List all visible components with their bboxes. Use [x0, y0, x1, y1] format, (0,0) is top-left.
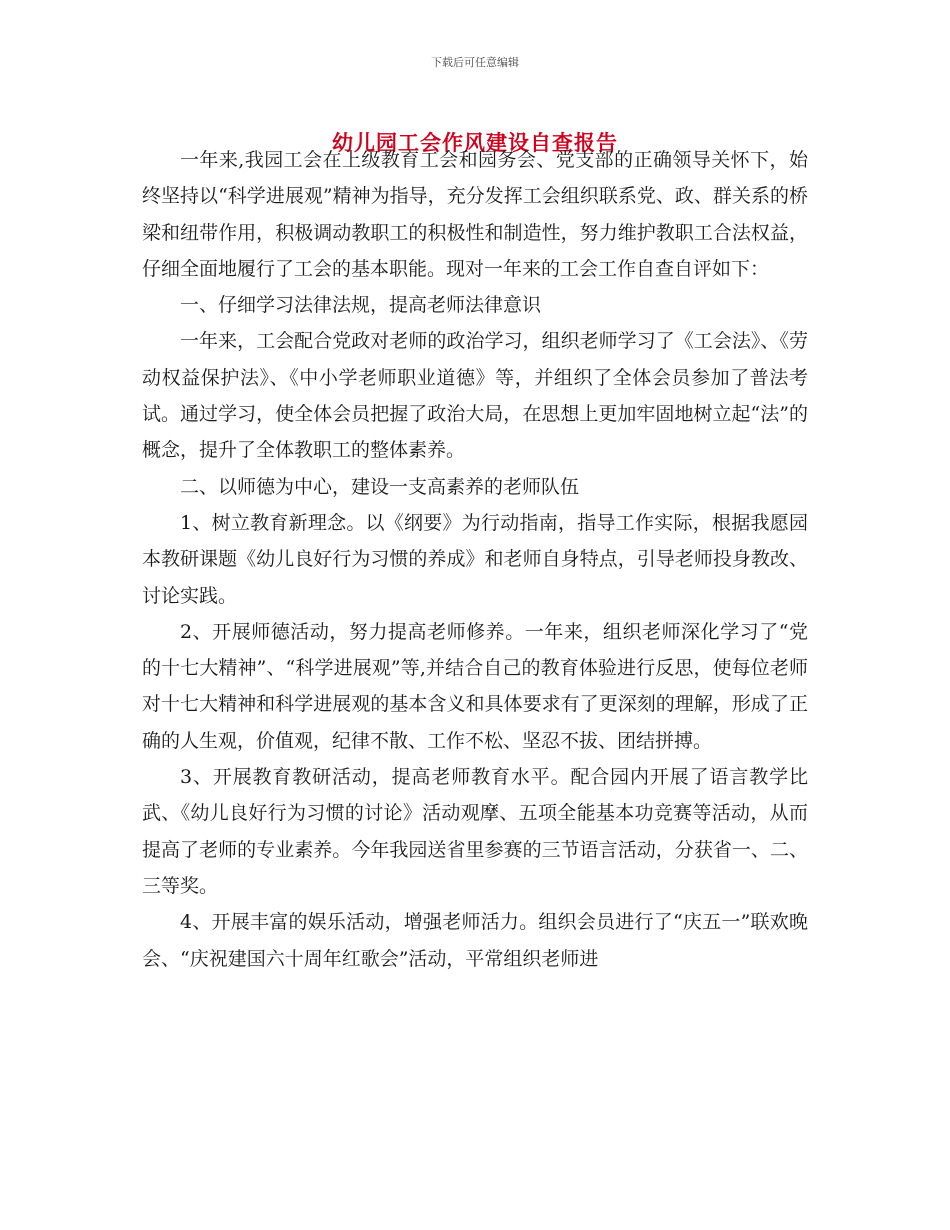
paragraph-intro: 一年来,我园工会在上级教育工会和园务会、党支部的正确领导关怀下，始终坚持以“科学进展观”精神为指导，充分发挥工会组织联系党、政、群关系的桥梁和纽带作用，积极调动教职工的积极性和制造性，努力维护教职工合法权益，仔细全面地履行了工会的基本职能。现对一年来的工会工作自查自评如下：	[142, 149, 808, 280]
paragraph-item-1: 1、树立教育新理念。以《纲要》为行动指南，指导工作实际，根据我愿园本教研课题《幼儿良好行为习惯的养成》和老师自身特点，引导老师投身教改、讨论实践。	[142, 511, 808, 607]
page-header-note: 下载后可任意编辑	[431, 56, 519, 69]
paragraph-item-3: 3、开展教育教研活动，提高老师教育水平。配合园内开展了语言教学比武、《幼儿良好行为习惯的讨论》活动观摩、五项全能基本功竞赛等活动，从而提高了老师的专业素养。今年我园送省里参赛的三节语言活动，分获省一、二、三等奖。	[142, 766, 808, 897]
document-title: 幼儿园工会作风建设自查报告	[332, 131, 618, 156]
section-heading-1: 一、仔细学习法律法规，提高老师法律意识	[180, 294, 542, 317]
section-heading-2: 二、以师德为中心，建设一支高素养的老师队伍	[180, 475, 580, 498]
paragraph-law-study: 一年来，工会配合党政对老师的政治学习，组织老师学习了《工会法》、《劳动权益保护法》、《中小学老师职业道德》等，并组织了全体会员参加了普法考试。通过学习，使全体会员把握了政治大局，在思想上更加牢固地树立起“法”的概念，提升了全体教职工的整体素养。	[142, 330, 808, 462]
paragraph-item-2: 2、开展师德活动，努力提高老师修养。一年来，组织老师深化学习了“党的十七大精神”、“科学进展观”等,并结合自己的教育体验进行反思，使每位老师对十七大精神和科学进展观的基本含义和具体要求有了更深刻的理解，形成了正确的人生观，价值观，纪律不散、工作不松、坚忍不拔、团结拼搏。	[142, 620, 808, 752]
paragraph-item-4: 4、开展丰富的娱乐活动，增强老师活力。组织会员进行了“庆五一”联欢晚会、“庆祝建国六十周年红歌会”活动，平常组织老师进	[142, 911, 808, 970]
document-body	[142, 142, 808, 977]
